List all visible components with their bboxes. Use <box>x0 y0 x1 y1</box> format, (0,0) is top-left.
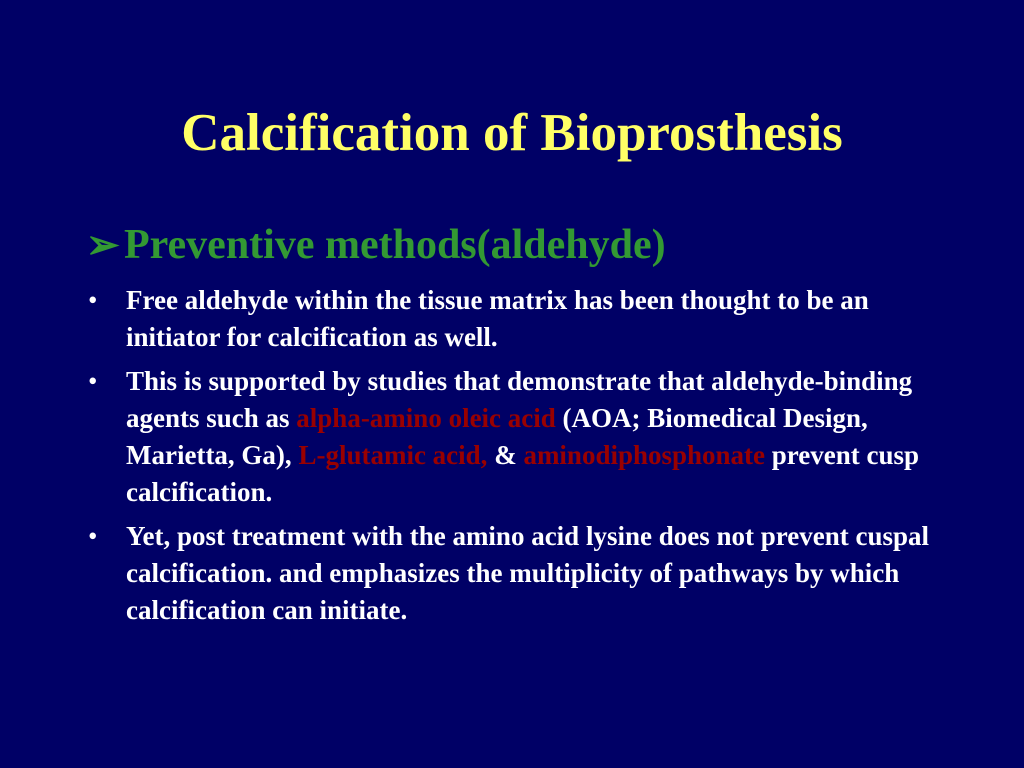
arrow-bullet-icon: ➢ <box>86 222 120 267</box>
highlighted-term: L-glutamic acid, <box>298 440 488 470</box>
bullet-item <box>86 363 956 511</box>
bullet-list <box>86 282 956 636</box>
bullet-text: & <box>487 440 524 470</box>
bullet-text: prevent cusp calcification. <box>126 440 920 507</box>
bullet-text: Yet, post treatment with the amino acid lysine does not prevent cuspal calcification. and emphasizes the multiplicity of pathways by which calcification can initiate. <box>126 521 929 625</box>
bullet-dot-icon: • <box>88 521 98 551</box>
slide-title: Calcification of Bioprosthesis <box>181 104 843 162</box>
bullet-text: (AOA; Biomedical Design, Marietta, Ga), <box>126 403 868 470</box>
bullet-dot-icon: • <box>88 366 98 396</box>
bullet-dot-icon: • <box>88 285 98 315</box>
bullet-text: This is supported by studies that demonstrate that aldehyde-binding agents such as <box>126 366 913 433</box>
section-heading-text: Preventive methods(aldehyde) <box>124 222 666 268</box>
highlighted-term: alpha-amino oleic acid <box>296 403 556 433</box>
highlighted-term: aminodiphosphonate <box>523 440 766 470</box>
bullet-item <box>86 282 956 356</box>
section-heading <box>86 220 666 270</box>
bullet-text: Free aldehyde within the tissue matrix has been thought to be an initiator for calcification as well. <box>126 285 869 352</box>
bullet-item <box>86 518 956 629</box>
